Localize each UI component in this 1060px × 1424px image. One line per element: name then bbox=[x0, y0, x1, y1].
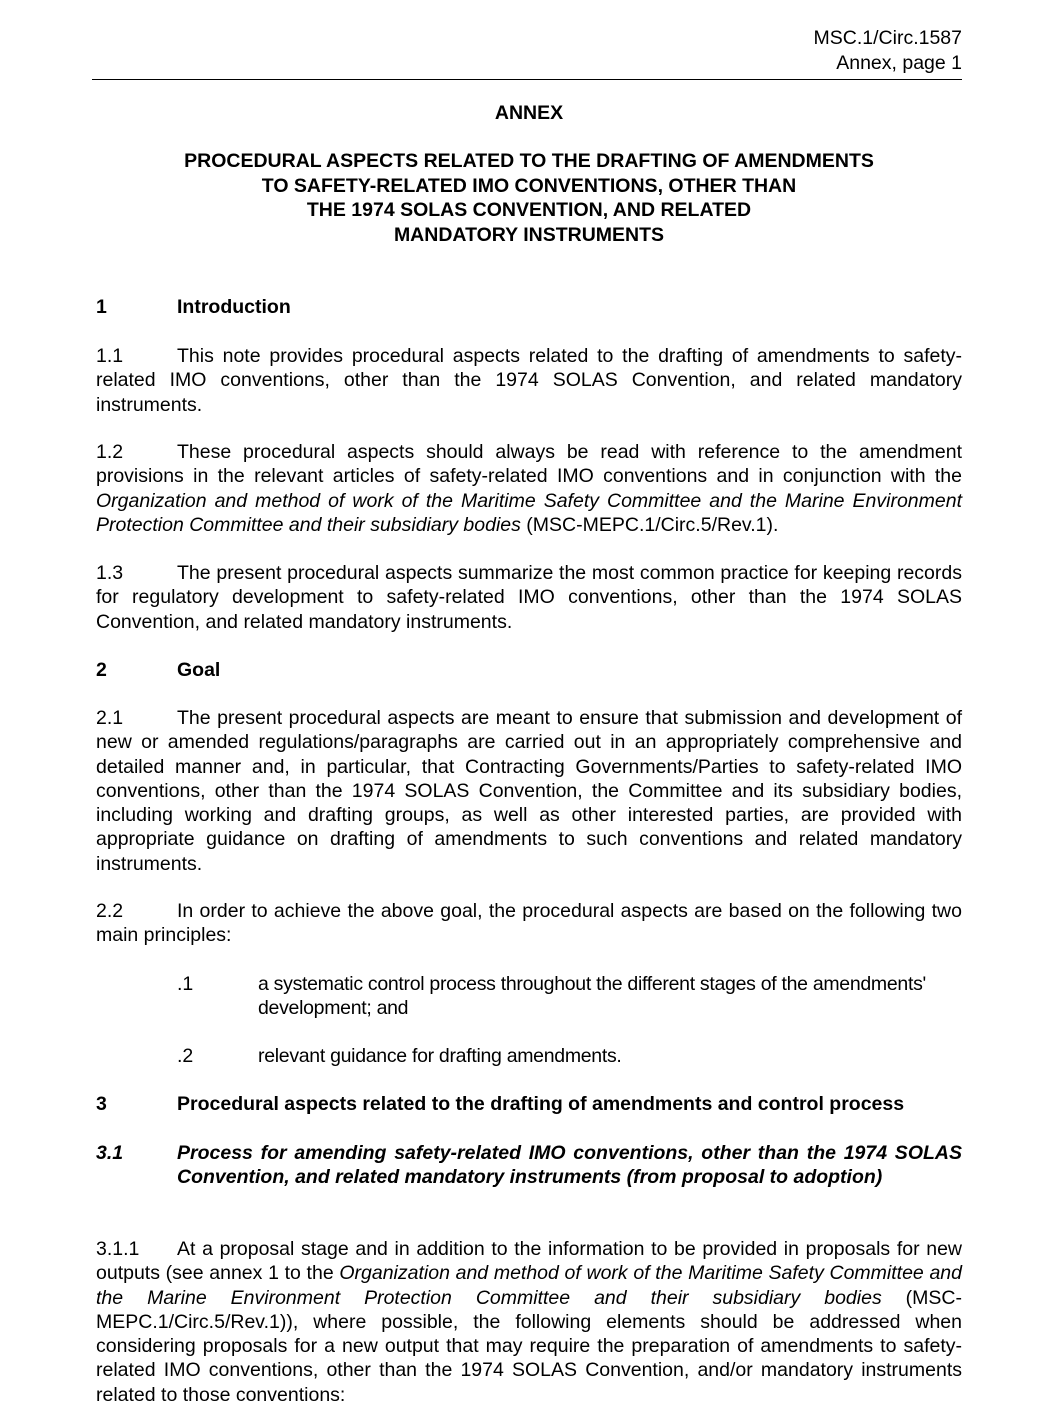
reference-title: Organization and method of work of the Maritime Safety Committee and the Marine Environment Protection Committee and their subsidiary bodies bbox=[96, 489, 962, 536]
list-item-text: a systematic control process throughout the different stages of the amendments' development; and bbox=[258, 973, 926, 1020]
section-title: Goal bbox=[177, 659, 221, 681]
section-number: 2 bbox=[96, 659, 107, 681]
annex-label: ANNEX bbox=[494, 102, 564, 124]
paragraph-text-end: (MSC-MEPC.1/Circ.5/Rev.1). bbox=[520, 513, 779, 536]
subsection-title: Process for amending safety-related IMO conventions, other than the 1974 SOLAS Convention, and related mandatory instruments (from proposal to adoption) bbox=[177, 1142, 962, 1189]
paragraph-3-1-1 bbox=[96, 1237, 962, 1407]
paragraph-number: 2.2 bbox=[96, 900, 124, 922]
paragraph-text-end: (MSC-MEPC.1/Circ.5/Rev.1)), where possible, the following elements should be addressed when considering proposals for a new output that may require the preparation of amendments to safety-related IMO conventions, other than the 1974 SOLAS Convention, and/or mandatory instruments related to those conventions: bbox=[96, 1286, 962, 1406]
title-line-1: PROCEDURAL ASPECTS RELATED TO THE DRAFTING OF AMENDMENTS bbox=[184, 150, 874, 172]
document-title bbox=[96, 149, 962, 247]
paragraph-text: The present procedural aspects summarize the most common practice for keeping records for regulatory development to safety-related IMO conventions, other than the 1974 SOLAS Convention, and related mandatory instruments. bbox=[96, 562, 962, 633]
paragraph-2-1 bbox=[96, 706, 962, 876]
list-item-number: .2 bbox=[177, 1045, 194, 1067]
paragraph-text: These procedural aspects should always be read with reference to the amendment provisions in the relevant articles of safety-related IMO conventions and in conjunction with the bbox=[96, 441, 962, 488]
paragraph-text: The present procedural aspects are meant to ensure that submission and development of new or amended regulations/paragraphs are carried out in an appropriately comprehensive and detailed manner and, in particular, that Contracting Governments/Parties to safety-related IMO conventions, other than the 1974 SOLAS Convention, the Committee and its subsidiary bodies, including working and drafting groups, as well as other interested parties, are provided with appropriate guidance on drafting of amendments to such conventions and related mandatory instruments. bbox=[96, 707, 962, 875]
section-2-heading bbox=[96, 658, 962, 682]
paragraph-number: 1.1 bbox=[96, 345, 124, 367]
paragraph-number: 1.2 bbox=[96, 441, 124, 463]
page-header bbox=[92, 26, 962, 80]
list-item-1 bbox=[96, 972, 962, 1021]
document-reference: MSC.1/Circ.1587 bbox=[813, 27, 962, 49]
paragraph-1-3 bbox=[96, 561, 962, 634]
section-title: Procedural aspects related to the drafting of amendments and control process bbox=[177, 1093, 905, 1115]
paragraph-number: 3.1.1 bbox=[96, 1238, 140, 1260]
paragraph-1-1 bbox=[96, 344, 962, 417]
section-number: 1 bbox=[96, 296, 107, 318]
section-number: 3 bbox=[96, 1093, 107, 1115]
section-3-heading bbox=[96, 1092, 962, 1116]
title-line-3: THE 1974 SOLAS CONVENTION, AND RELATED bbox=[306, 199, 752, 221]
title-line-2: TO SAFETY-RELATED IMO CONVENTIONS, OTHER THAN bbox=[261, 174, 797, 197]
paragraph-1-2 bbox=[96, 440, 962, 537]
paragraph-2-2 bbox=[96, 899, 962, 948]
page-number: Annex, page 1 bbox=[836, 51, 962, 74]
section-title: Introduction bbox=[177, 296, 291, 318]
subsection-number: 3.1 bbox=[96, 1142, 124, 1164]
paragraph-text: This note provides procedural aspects related to the drafting of amendments to safety-related IMO conventions, other than the 1974 SOLAS Convention, and related mandatory instruments. bbox=[96, 345, 962, 416]
paragraph-number: 2.1 bbox=[96, 707, 124, 729]
reference-title: Organization and method of work of the Maritime Safety Committee and the Marine Environment Protection Committee and their subsidiary bodies bbox=[96, 1262, 962, 1309]
paragraph-text: In order to achieve the above goal, the procedural aspects are based on the following two main principles: bbox=[96, 900, 962, 947]
section-1-heading bbox=[96, 295, 962, 319]
paragraph-text: At a proposal stage and in addition to the information to be provided in proposals for new outputs (see annex 1 to the bbox=[96, 1238, 962, 1285]
subsection-3-1-heading bbox=[96, 1141, 962, 1190]
paragraph-number: 1.3 bbox=[96, 562, 124, 584]
list-item-text: relevant guidance for drafting amendments. bbox=[258, 1045, 622, 1067]
list-item-2 bbox=[96, 1044, 962, 1068]
title-line-4: MANDATORY INSTRUMENTS bbox=[393, 223, 665, 246]
list-item-number: .1 bbox=[177, 973, 194, 995]
